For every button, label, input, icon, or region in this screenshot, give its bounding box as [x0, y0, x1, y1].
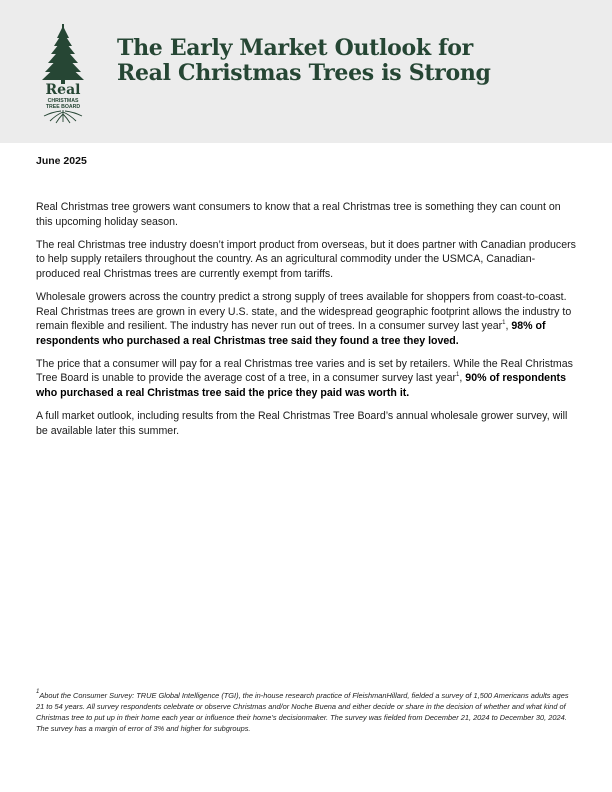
footnote-ref: 1 — [456, 372, 460, 379]
paragraph-4-comma: , — [459, 372, 463, 385]
svg-text:CHRISTMAS: CHRISTMAS — [47, 98, 79, 104]
footnote-marker: 1 — [36, 689, 40, 695]
paragraph-3-highlight: 98% of respondents who purchased a real Christmas tree said they found a tree they loved. — [36, 320, 546, 347]
footnote-text: About the Consumer Survey: TRUE Global Intelligence (TGI), the in-house research practice of FleishmanHillard, fielded a survey of 1,500 Americans adults ages 21 to 54 years. All survey respondents celebrate or observe Christmas and/or Noche Buena and either decide or share in the decision of whether and what kind of Christmas tree to put up in their home each year or influence their home’s decisionmaker. The survey was fielded from December 21, 2024 to December 30, 2024. The survey has a margin of error of 3% and higher for subgroups. — [36, 691, 569, 734]
article-body — [36, 200, 578, 447]
paragraph-1: Real Christmas tree growers want consumers to know that a real Christmas tree is something they can count on this upcoming holiday season. — [36, 201, 561, 228]
paragraph-3-comma: , — [505, 320, 512, 333]
footnote-ref: 1 — [502, 320, 506, 327]
paragraph-4 — [36, 357, 578, 401]
paragraph-3-text: Wholesale growers across the country predict a strong supply of trees available for shoppers from coast-to-coast. Real Christmas trees are grown in every U.S. state, and the widespread geographic footprint allows the industry to remain flexible and resilient. The industry has never run out of trees. In a consumer survey last year — [36, 290, 572, 333]
header-band — [0, 0, 612, 143]
real-christmas-tree-board-logo — [36, 22, 90, 124]
tree-icon — [42, 24, 84, 84]
page-title — [117, 36, 587, 86]
paragraph-3 — [36, 290, 578, 348]
paragraph-5: A full market outlook, including results from the Real Christmas Tree Board’s annual wholesale grower survey, will be available later this summer. — [36, 410, 568, 437]
svg-text:Real: Real — [45, 82, 81, 98]
survey-footnote — [36, 690, 576, 734]
paragraph-4-highlight: 90% of respondents who purchased a real Christmas tree said the price they paid was worth it. — [36, 372, 566, 400]
paragraph-2: The real Christmas tree industry doesn’t import product from overseas, but it does partner with Canadian producers to help supply retailers throughout the country. As an agricultural commodity under the USMCA, Canadian-produced real Christmas trees are currently exempt from tariffs. — [36, 238, 576, 280]
svg-text:TREE BOARD: TREE BOARD — [45, 104, 81, 110]
title-line-2: Real Christmas Trees is Strong — [117, 60, 491, 86]
paragraph-4-text: The price that a consumer will pay for a real Christmas tree varies and is set by retailers. While the Real Christmas Tree Board is unable to provide the average cost of a tree, in a consumer survey last year — [36, 357, 573, 385]
title-line-1: The Early Market Outlook for — [117, 35, 473, 61]
publication-date: June 2025 — [36, 155, 87, 167]
roots-icon — [44, 110, 82, 123]
